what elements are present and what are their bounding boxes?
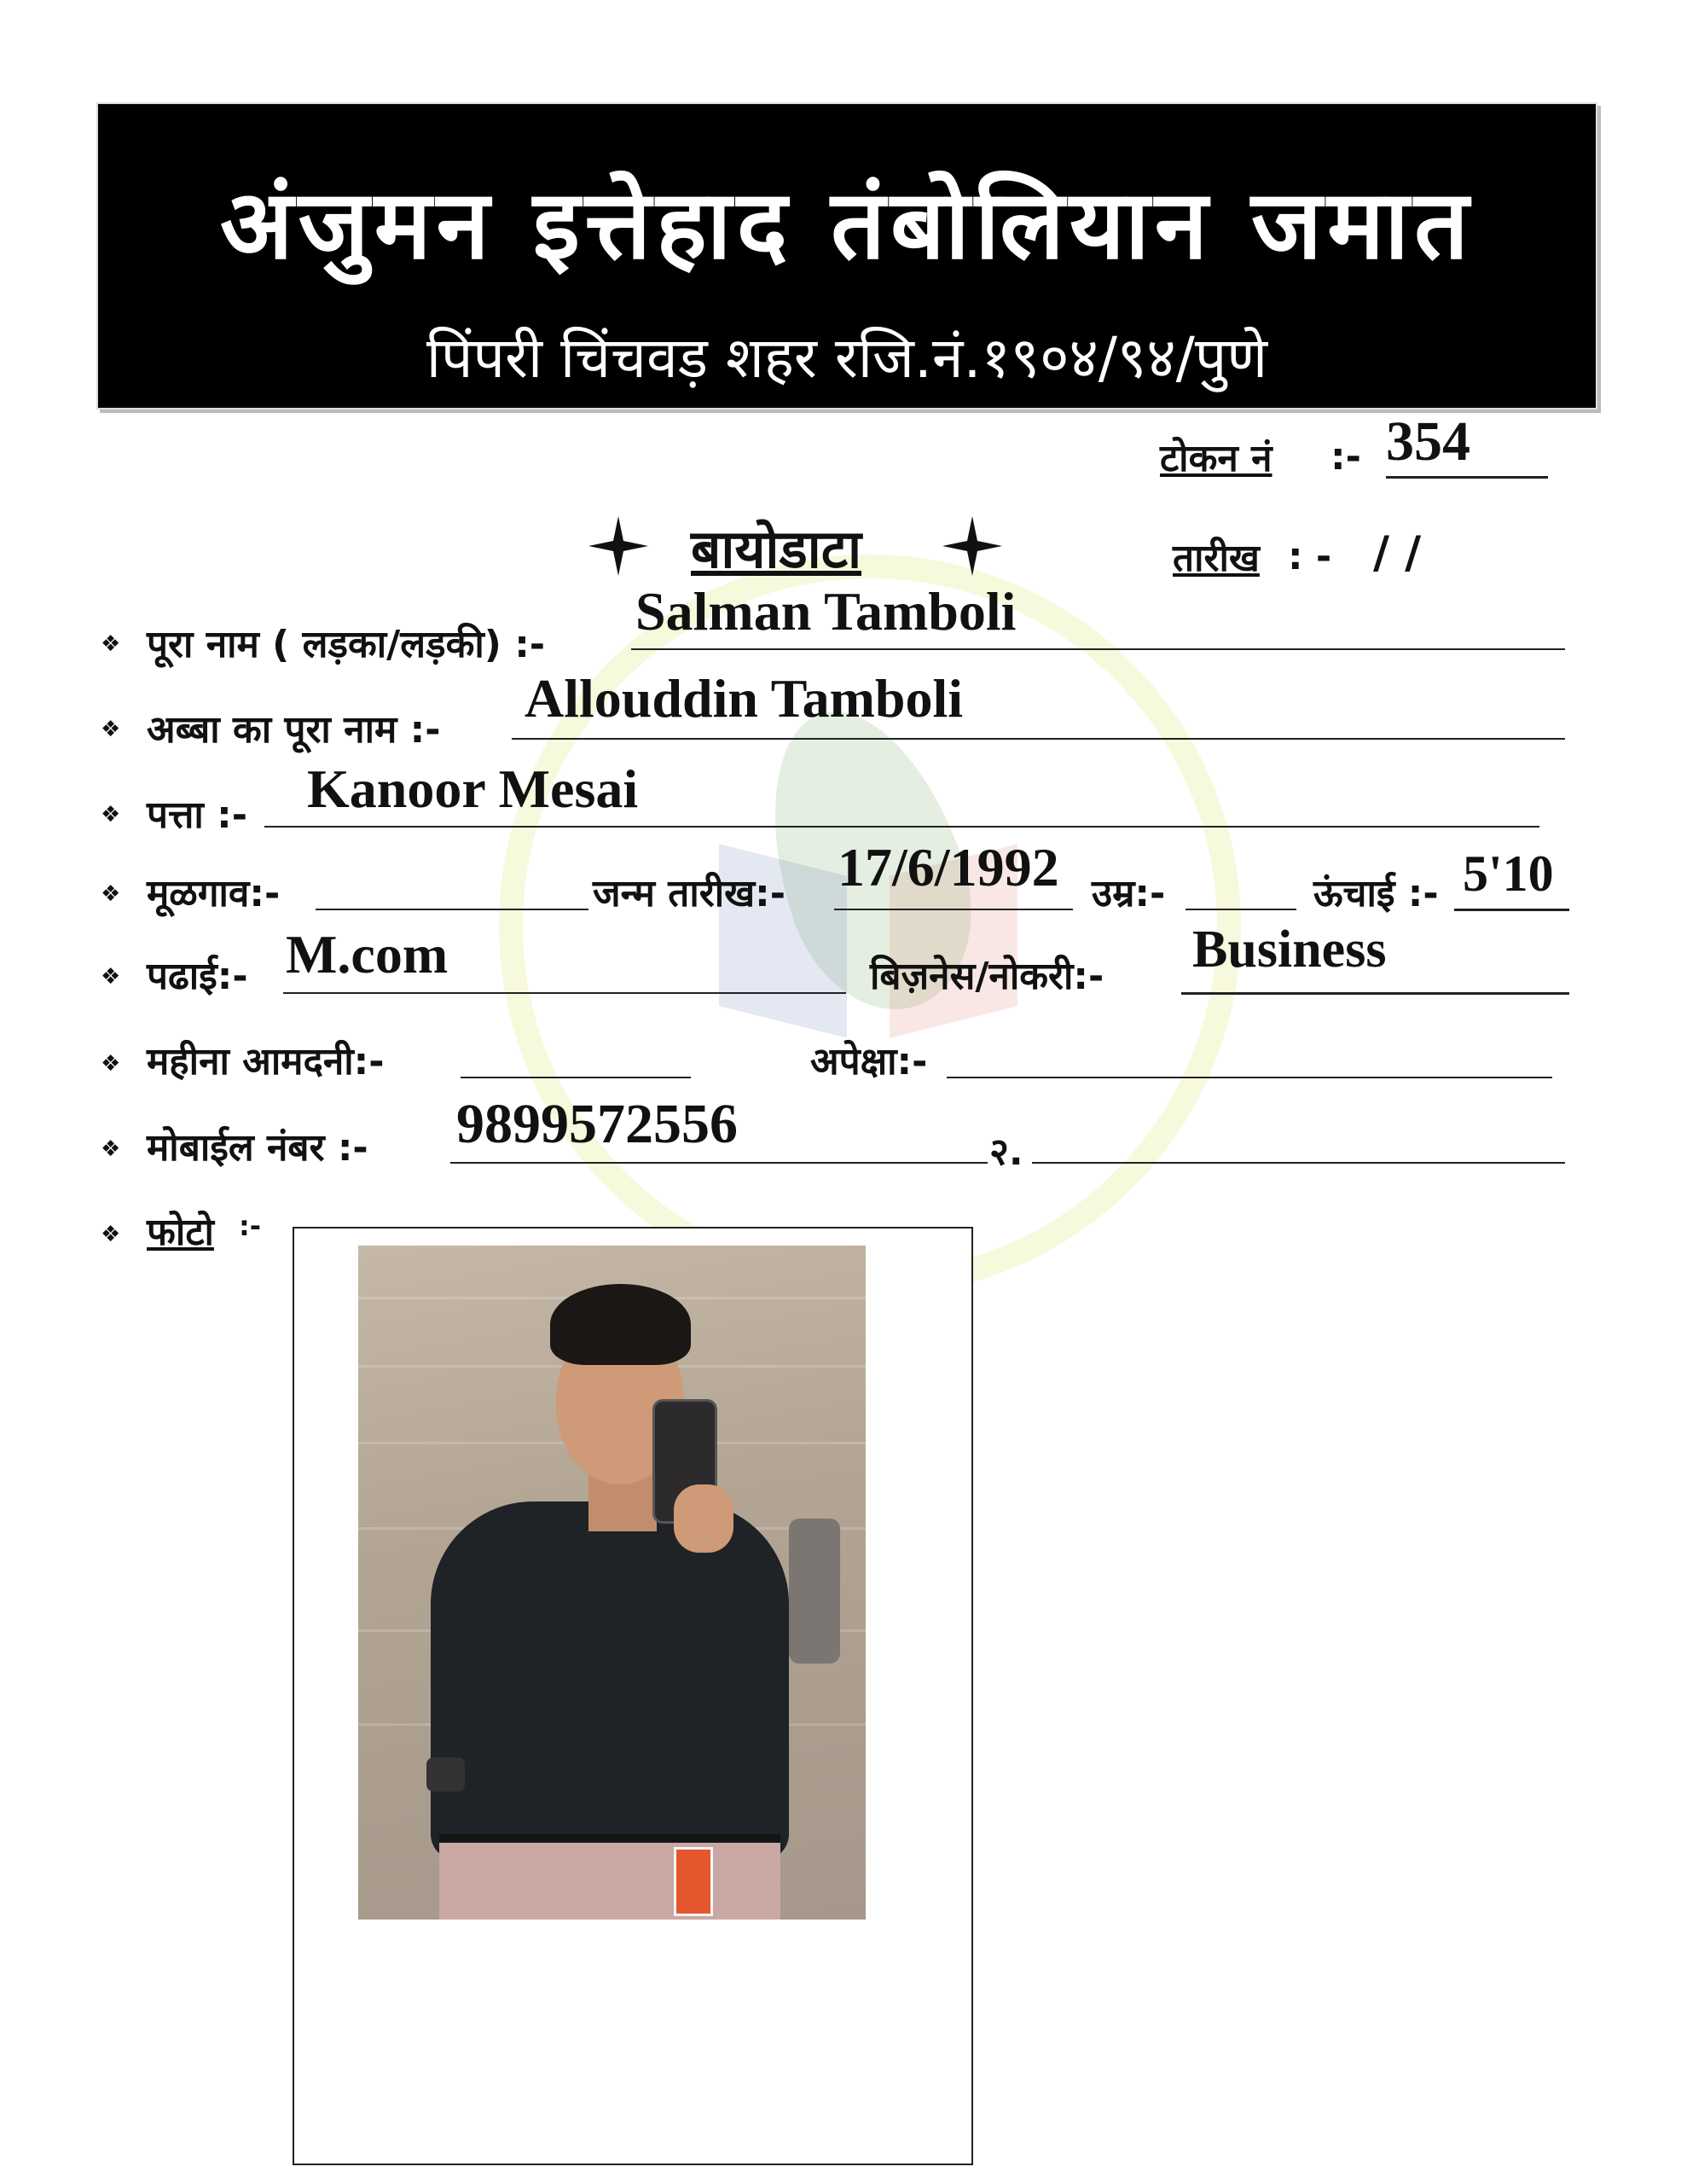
header-banner bbox=[96, 102, 1597, 410]
monthly-income-line bbox=[461, 1077, 691, 1078]
page-title: बायोडाटा bbox=[691, 518, 862, 580]
father-name-value: Allouddin Tamboli bbox=[525, 668, 964, 729]
dob-value: 17/6/1992 bbox=[838, 837, 1059, 897]
org-name: अंजुमन इत्तेहाद तंबोलियान जमात bbox=[220, 170, 1474, 281]
father-name-label: अब्बा का पूरा नाम :- bbox=[147, 708, 441, 752]
education-label: पढाई:- bbox=[147, 955, 248, 998]
mobile-2-line bbox=[1032, 1162, 1565, 1164]
token-line bbox=[1386, 476, 1548, 479]
token-label: टोकन नं bbox=[1160, 437, 1272, 480]
education-line bbox=[283, 992, 846, 994]
bullet-icon: ❖ bbox=[101, 802, 121, 828]
photo-frame bbox=[293, 1227, 973, 2165]
profile-photo bbox=[358, 1246, 866, 1920]
dob-line bbox=[834, 909, 1073, 910]
dob-label: जन्म तारीख:- bbox=[593, 872, 786, 915]
star-right-icon bbox=[942, 516, 1002, 576]
full-name-label: पूरा नाम ( लड़का/लड़की) :- bbox=[147, 623, 546, 666]
address-value: Kanoor Mesai bbox=[307, 758, 639, 819]
photo-label: फोटो bbox=[147, 1211, 214, 1254]
watermark-logo bbox=[499, 555, 1241, 1297]
expectation-line bbox=[947, 1077, 1552, 1078]
bullet-icon: ❖ bbox=[101, 1051, 121, 1077]
mobile-line bbox=[450, 1162, 988, 1164]
address-line bbox=[264, 826, 1539, 828]
date-label: तारीख bbox=[1173, 537, 1260, 580]
bullet-icon: ❖ bbox=[101, 881, 121, 907]
native-place-label: मूळगाव:- bbox=[147, 872, 281, 915]
bullet-icon: ❖ bbox=[101, 1136, 121, 1162]
bullet-icon: ❖ bbox=[101, 964, 121, 990]
expectation-label: अपेक्षा:- bbox=[810, 1040, 928, 1083]
mobile-value: 9899572556 bbox=[456, 1093, 738, 1155]
date-value: / / bbox=[1373, 527, 1422, 578]
bullet-icon: ❖ bbox=[101, 631, 121, 657]
height-line bbox=[1454, 909, 1569, 911]
education-value: M.com bbox=[286, 924, 449, 985]
native-place-line bbox=[316, 909, 588, 910]
date-separator: : - bbox=[1288, 535, 1332, 578]
monthly-income-label: महीना आमदनी:- bbox=[147, 1040, 385, 1083]
mobile-2-label: २. bbox=[989, 1130, 1023, 1174]
father-name-line bbox=[512, 738, 1565, 740]
mobile-label: मोबाईल नंबर :- bbox=[147, 1126, 368, 1170]
token-separator: :- bbox=[1330, 435, 1361, 479]
photo-separator: :- bbox=[239, 1210, 262, 1242]
age-label: उम्र:- bbox=[1092, 872, 1166, 915]
height-value: 5'10 bbox=[1463, 845, 1554, 902]
token-value: 354 bbox=[1386, 410, 1470, 473]
org-subtitle: पिंपरी चिंचवड़ शहर रजि.नं.१९०४/९४/पुणे bbox=[426, 325, 1268, 391]
bullet-icon: ❖ bbox=[101, 717, 121, 742]
star-left-icon bbox=[588, 516, 648, 576]
address-label: पत्ता :- bbox=[147, 793, 247, 837]
occupation-label: बिज़नेस/नोकरी:- bbox=[870, 955, 1104, 998]
full-name-line bbox=[631, 648, 1565, 650]
age-line bbox=[1186, 909, 1296, 910]
occupation-value: Business bbox=[1192, 921, 1387, 979]
height-label: ऊंचाई :- bbox=[1313, 872, 1439, 915]
full-name-value: Salman Tamboli bbox=[635, 581, 1017, 642]
occupation-line bbox=[1181, 992, 1569, 995]
bullet-icon: ❖ bbox=[101, 1222, 121, 1247]
